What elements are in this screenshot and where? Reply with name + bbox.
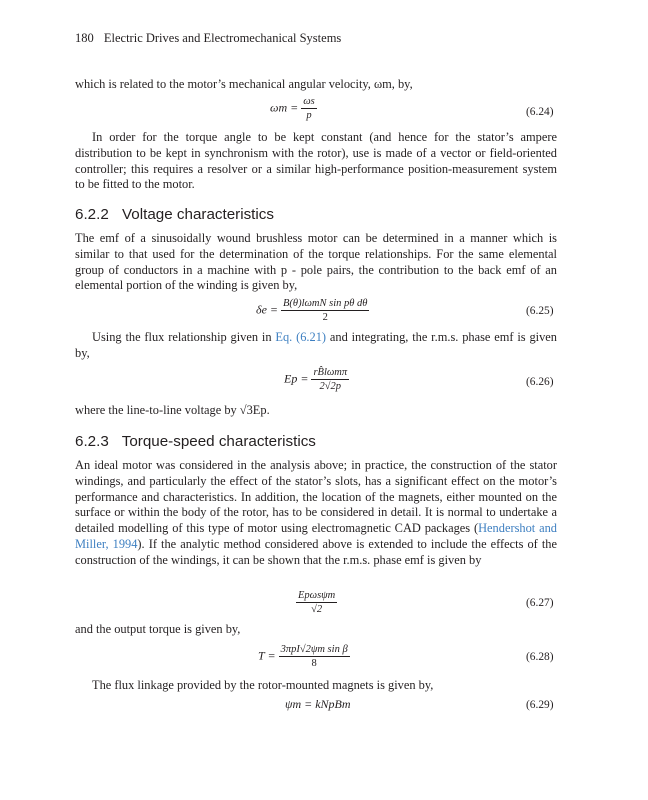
fraction-numerator: Epωsψm: [298, 590, 336, 601]
text-run: and integrating, the r.m.s. phase emf is given by,: [75, 330, 557, 360]
section-title: Torque-speed characteristics: [121, 433, 316, 450]
equation-6-27: [296, 590, 337, 615]
equation-6-24: [270, 96, 317, 121]
fraction-numerator: 3πpI√2ψm sin β: [280, 644, 348, 655]
fraction-denominator: √2: [311, 604, 323, 615]
paragraph-flux-relationship: [75, 330, 557, 362]
paragraph-flux-linkage: The flux linkage provided by the rotor-mounted magnets is given by,: [92, 678, 434, 692]
equation-fraction: [311, 367, 349, 392]
equation-link[interactable]: Eq. (6.21): [275, 330, 327, 344]
equation-lhs: δe =: [256, 302, 279, 317]
equation-fraction: [296, 590, 337, 615]
page-number: 180: [75, 31, 94, 45]
equation-number-6-24: (6.24): [526, 106, 554, 118]
equation-number-6-29: (6.29): [526, 699, 554, 711]
text-run: Using the flux relationship given in: [92, 330, 276, 344]
equation-fraction: [279, 644, 350, 669]
running-header: [75, 31, 341, 46]
paragraph-ideal-motor: [75, 458, 557, 569]
equation-lhs: Ep =: [284, 371, 309, 386]
section-number: 6.2.3: [75, 433, 109, 450]
equation-6-25: [256, 298, 369, 323]
paragraph-torque-angle: In order for the torque angle to be kept constant (and hence for the stator’s ampere distribution to be kept in synchronism with the rotor), use is made of a vector or field-oriented controller; this requires a resolver or a similar high-performance position-measurement system to be fitted to the motor.: [75, 130, 557, 192]
equation-6-29: ψm = kNpBm: [285, 697, 351, 711]
paragraph-emf-intro: The emf of a sinusoidally wound brushless motor can be determined in a manner which is similar to that used for the determination of the torque relationships. For the same elemental group of conductors in a machine with p - pole pairs, the contribution to the back emf of an elemental portion of the winding is given by,: [75, 231, 557, 293]
section-title: Voltage characteristics: [122, 206, 274, 223]
equation-number-6-25: (6.25): [526, 305, 554, 317]
text-run: An ideal motor was considered in the analysis above; in practice, the construction of the stator windings, and particularly the effect of the stator’s slots, has a significant effect on the motor’s performance and characteristics. In addition, the location of the magnets, either mounted on the surface or within the body of the rotor, has to be considered in detail. It is normal to undertake a detailed modelling of this type of motor using electromagnetic CAD packages (: [75, 458, 557, 536]
book-title: Electric Drives and Electromechanical Systems: [103, 31, 342, 45]
fraction-denominator: p: [306, 110, 312, 121]
fraction-numerator: B(θ)lωmN sin pθ dθ: [283, 298, 368, 309]
section-heading-6-2-2: [75, 206, 274, 223]
fraction-denominator: 2√2p: [319, 381, 342, 392]
fraction-numerator: rB̂lωmπ: [313, 367, 348, 378]
equation-fraction: [301, 96, 317, 121]
fraction-denominator: 8: [311, 658, 317, 669]
fraction-denominator: 2: [322, 312, 328, 323]
fraction-numerator: ωs: [303, 96, 315, 107]
section-heading-6-2-3: [75, 433, 316, 450]
text-run: ). If the analytic method considered above is extended to include the effects of the construction of the windings, it can be shown that the r.m.s. phase emf is given by: [75, 536, 557, 567]
equation-6-28: [258, 644, 350, 669]
equation-number-6-27: (6.27): [526, 597, 554, 609]
paragraph-line-voltage: where the line-to-line voltage by √3Ep.: [75, 403, 270, 417]
equation-fraction: [281, 298, 369, 323]
paragraph-angular-velocity: which is related to the motor’s mechanical angular velocity, ωm, by,: [75, 77, 413, 91]
equation-lhs: T =: [258, 648, 276, 663]
paragraph-output-torque: and the output torque is given by,: [75, 622, 241, 636]
equation-6-26: [284, 367, 349, 392]
equation-lhs: ωm =: [270, 100, 299, 115]
equation-number-6-26: (6.26): [526, 376, 554, 388]
equation-number-6-28: (6.28): [526, 651, 554, 663]
citation-link[interactable]: Hendershot and Miller, 1994: [75, 521, 557, 551]
section-number: 6.2.2: [75, 206, 109, 223]
